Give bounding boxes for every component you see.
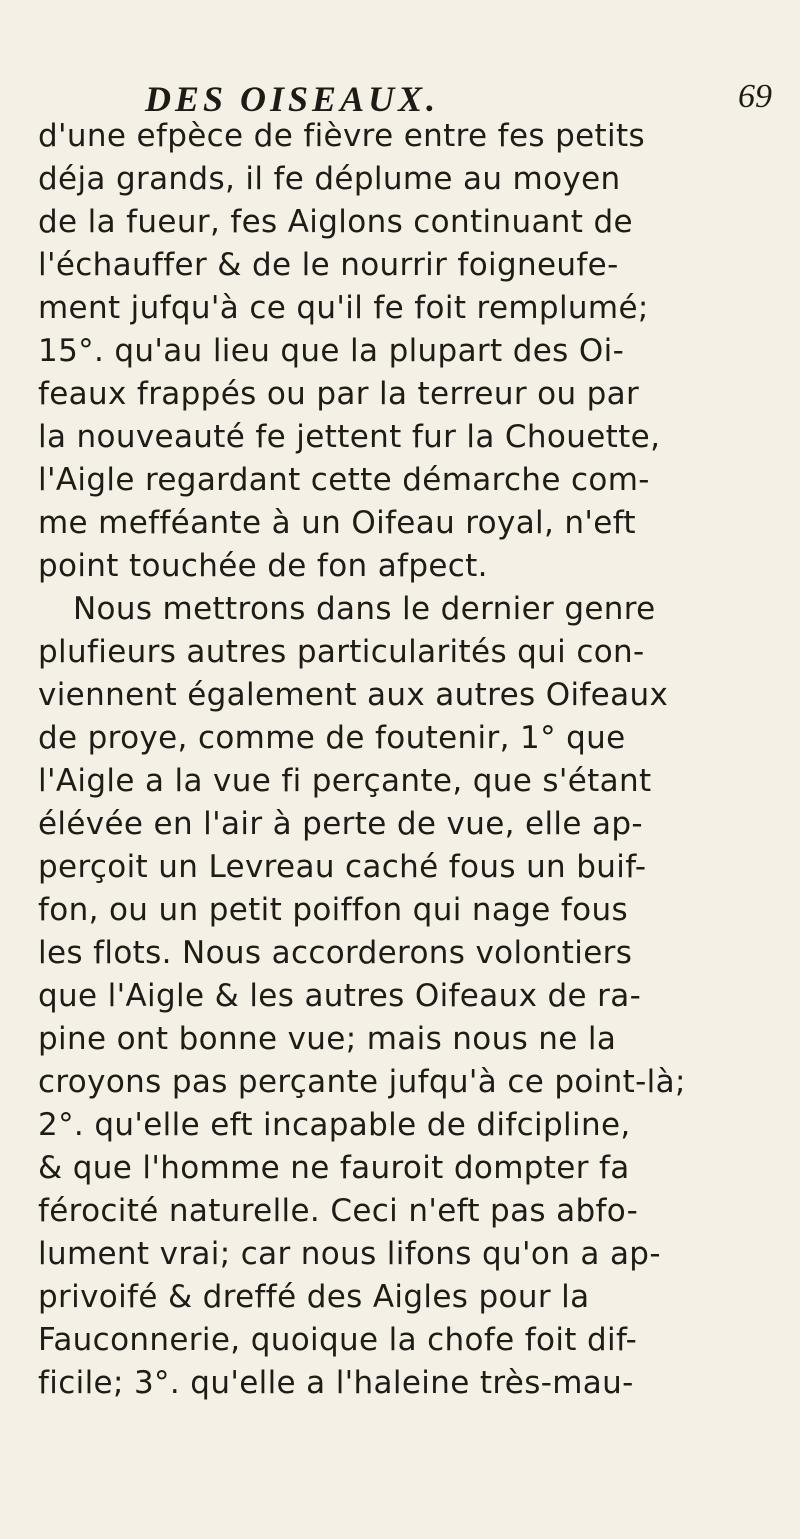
text-line: pine ont bonne vue; mais nous ne la [38,1021,617,1057]
running-title: DES OISEAUX. [145,79,440,119]
text-line: viennent également aux autres Oifeaux [38,677,669,713]
text-line: perçoit un Levreau caché fous un buif- [38,849,647,885]
text-line: férocité naturelle. Ceci n'eft pas abfo- [38,1193,639,1229]
text-line: Fauconnerie, quoique la chofe foit dif- [38,1322,638,1358]
body-text [38,115,783,1405]
text-line: & que l'homme ne fauroit dompter fa [38,1150,630,1186]
text-line: 15°. qu'au lieu que la plupart des Oi- [38,333,625,369]
text-line: la nouveauté fe jettent fur la Chouette, [38,419,661,455]
text-line: plufieurs autres particularités qui con- [38,634,645,670]
text-line: que l'Aigle & les autres Oifeaux de ra- [38,978,642,1014]
text-line: point touchée de fon afpect. [38,548,488,584]
text-line: de la fueur, fes Aiglons continuant de [38,204,633,240]
text-line: déja grands, il fe déplume au moyen [38,161,621,197]
text-line: me mefféante à un Oifeau royal, n'eft [38,505,636,541]
text-line: ment jufqu'à ce qu'il fe foit remplumé; [38,290,649,326]
text-line: de proye, comme de foutenir, 1° que [38,720,626,756]
text-line: lument vrai; car nous lifons qu'on a ap- [38,1236,661,1272]
paragraph-first-line: Nous mettrons dans le dernier genre [73,591,656,627]
text-line: croyons pas perçante jufqu'à ce point-là; [38,1064,686,1100]
text-line: l'échauffer & de le nourrir foigneufe- [38,247,619,283]
text-line: l'Aigle a la vue fi perçante, que s'étant [38,763,652,799]
running-head [0,78,800,118]
text-line: fon, ou un petit poiffon qui nage fous [38,892,628,928]
text-line: d'une efpèce de fièvre entre fes petits [38,118,645,154]
text-line: 2°. qu'elle eft incapable de difcipline, [38,1107,631,1143]
text-line: ficile; 3°. qu'elle a l'haleine très-mau- [38,1365,634,1401]
text-line: feaux frappés ou par la terreur ou par [38,376,640,412]
text-line: privoifé & dreffé des Aigles pour la [38,1279,590,1315]
page-number: 69 [738,78,772,115]
text-line: les flots. Nous accorderons volontiers [38,935,633,971]
text-line: l'Aigle regardant cette démarche com- [38,462,650,498]
text-line: élévée en l'air à perte de vue, elle ap- [38,806,643,842]
